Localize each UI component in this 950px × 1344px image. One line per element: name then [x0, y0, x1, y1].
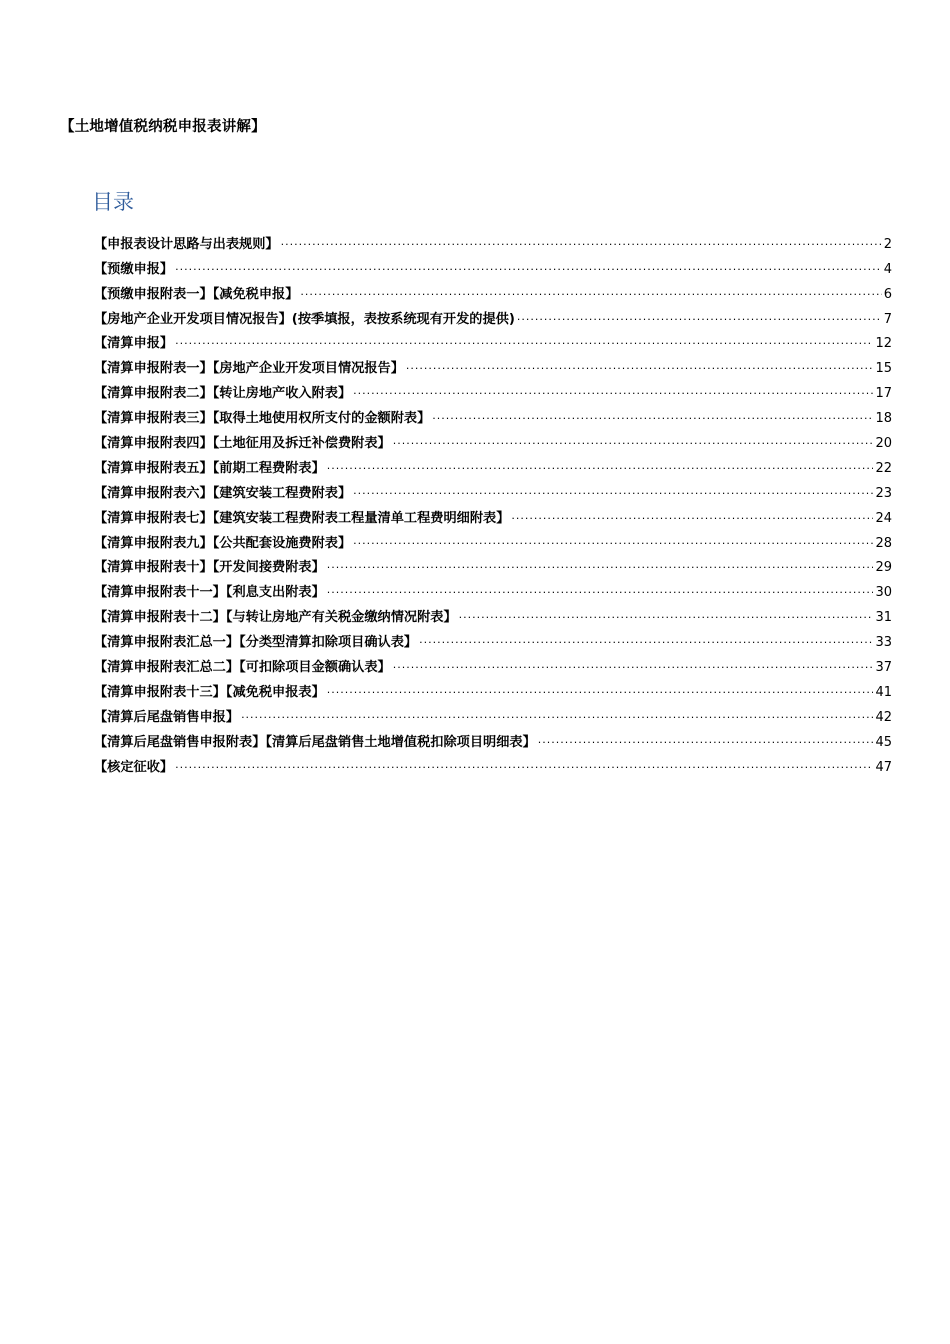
- toc-entry-page: 17: [875, 386, 892, 402]
- toc-entry[interactable]: [94, 255, 892, 280]
- toc-dot-leader: [241, 705, 873, 725]
- toc-dot-leader: [538, 730, 874, 750]
- toc-entry-title: 【清算申报附表二】【转让房地产收入附表】: [94, 386, 352, 402]
- toc-entry-page: 23: [875, 485, 892, 501]
- toc-entry-page: 47: [875, 759, 892, 775]
- toc-entry[interactable]: [94, 529, 892, 554]
- toc-entry-title: 【预缴申报附表一】【减免税申报】: [94, 286, 299, 302]
- toc-entry[interactable]: [94, 330, 892, 355]
- toc-entry[interactable]: [94, 454, 892, 479]
- toc-dot-leader: [327, 456, 874, 476]
- toc-dot-leader: [353, 481, 873, 501]
- toc-dot-leader: [393, 655, 874, 675]
- toc-entry-page: 18: [875, 411, 892, 427]
- toc-dot-leader: [175, 257, 882, 277]
- toc-entry[interactable]: [94, 753, 892, 778]
- toc-entry[interactable]: [94, 728, 892, 753]
- toc-entry-title: 【清算申报附表九】【公共配套设施费附表】: [94, 535, 352, 551]
- toc-entry-title: 【房地产企业开发项目情况报告】(按季填报，表按系统现有开发的提供): [94, 311, 515, 327]
- toc-dot-leader: [517, 307, 882, 327]
- toc-entry-page: 31: [875, 610, 892, 626]
- toc-entry[interactable]: [94, 504, 892, 529]
- toc-entry-title: 【申报表设计思路与出表规则】: [94, 236, 279, 252]
- toc-entry[interactable]: [94, 678, 892, 703]
- toc-entry-title: 【清算申报附表三】【取得土地使用权所支付的金额附表】: [94, 411, 431, 427]
- toc-entry-page: 37: [875, 660, 892, 676]
- toc-entry-title: 【清算后尾盘销售申报】: [94, 709, 240, 725]
- toc-entry[interactable]: [94, 280, 892, 305]
- toc-dot-leader: [300, 282, 881, 302]
- toc-dot-leader: [327, 680, 874, 700]
- toc-entry-page: 42: [875, 709, 892, 725]
- toc-entry-page: 15: [875, 361, 892, 377]
- toc-entry-title: 【清算申报附表四】【土地征用及拆迁补偿费附表】: [94, 436, 391, 452]
- toc-entry-title: 【清算申报附表一】【房地产企业开发项目情况报告】: [94, 361, 404, 377]
- table-of-contents: [94, 230, 892, 778]
- toc-dot-leader: [327, 555, 874, 575]
- toc-dot-leader: [511, 506, 873, 526]
- toc-entry[interactable]: [94, 554, 892, 579]
- toc-entry[interactable]: [94, 379, 892, 404]
- toc-dot-leader: [281, 232, 882, 252]
- toc-dot-leader: [353, 381, 873, 401]
- toc-entry-title: 【清算申报附表五】【前期工程费附表】: [94, 460, 325, 476]
- toc-entry[interactable]: [94, 603, 892, 628]
- toc-entry-page: 7: [883, 311, 892, 327]
- toc-entry[interactable]: [94, 578, 892, 603]
- toc-heading: 目录: [92, 190, 134, 214]
- toc-entry[interactable]: [94, 404, 892, 429]
- toc-entry-page: 30: [875, 585, 892, 601]
- toc-entry-title: 【核定征收】: [94, 759, 174, 775]
- toc-entry-page: 41: [875, 684, 892, 700]
- toc-entry-page: 45: [875, 734, 892, 750]
- toc-dot-leader: [353, 531, 873, 551]
- toc-entry-title: 【清算申报附表汇总一】【分类型清算扣除项目确认表】: [94, 635, 418, 651]
- toc-entry-page: 12: [875, 336, 892, 352]
- toc-entry-title: 【清算申报附表六】【建筑安装工程费附表】: [94, 485, 352, 501]
- toc-dot-leader: [419, 630, 873, 650]
- toc-entry-title: 【清算申报附表汇总二】【可扣除项目金额确认表】: [94, 660, 391, 676]
- document-title: 【土地增值税纳税申报表讲解】: [60, 119, 266, 135]
- toc-entry-page: 2: [883, 236, 892, 252]
- toc-entry-title: 【清算后尾盘销售申报附表】【清算后尾盘销售土地增值税扣除项目明细表】: [94, 734, 536, 750]
- toc-entry[interactable]: [94, 305, 892, 330]
- toc-entry[interactable]: [94, 703, 892, 728]
- toc-dot-leader: [406, 356, 874, 376]
- toc-entry-title: 【清算申报附表十三】【减免税申报表】: [94, 684, 325, 700]
- toc-entry-page: 4: [883, 261, 892, 277]
- toc-dot-leader: [175, 755, 873, 775]
- toc-entry[interactable]: [94, 479, 892, 504]
- toc-entry-title: 【清算申报附表十】【开发间接费附表】: [94, 560, 325, 576]
- toc-dot-leader: [175, 331, 873, 351]
- toc-entry-page: 24: [875, 510, 892, 526]
- toc-entry-page: 28: [875, 535, 892, 551]
- toc-entry-page: 20: [875, 436, 892, 452]
- toc-dot-leader: [432, 406, 873, 426]
- toc-entry[interactable]: [94, 628, 892, 653]
- toc-dot-leader: [393, 431, 874, 451]
- toc-entry[interactable]: [94, 653, 892, 678]
- toc-dot-leader: [327, 580, 874, 600]
- toc-entry-title: 【预缴申报】: [94, 261, 174, 277]
- toc-entry-page: 29: [875, 560, 892, 576]
- toc-entry[interactable]: [94, 230, 892, 255]
- toc-entry-page: 33: [875, 635, 892, 651]
- toc-entry[interactable]: [94, 429, 892, 454]
- toc-entry-title: 【清算申报附表七】【建筑安装工程费附表工程量清单工程费明细附表】: [94, 510, 510, 526]
- toc-entry[interactable]: [94, 354, 892, 379]
- toc-entry-title: 【清算申报附表十一】【利息支出附表】: [94, 585, 325, 601]
- toc-entry-page: 22: [875, 460, 892, 476]
- toc-entry-page: 6: [883, 286, 892, 302]
- toc-entry-title: 【清算申报附表十二】【与转让房地产有关税金缴纳情况附表】: [94, 610, 457, 626]
- toc-entry-title: 【清算申报】: [94, 336, 174, 352]
- toc-dot-leader: [459, 605, 874, 625]
